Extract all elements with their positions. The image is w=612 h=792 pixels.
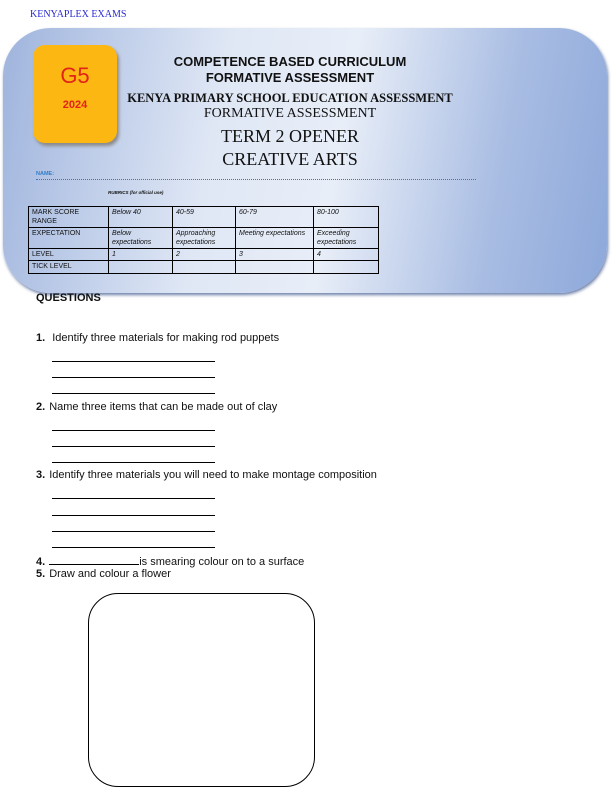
question-2 xyxy=(36,401,277,413)
rubric-row-label: EXPECTATION xyxy=(29,228,109,249)
rubric-row xyxy=(29,207,379,228)
title-line: KENYA PRIMARY SCHOOL EDUCATION ASSESSMENT xyxy=(127,91,453,105)
rubric-cell: 1 xyxy=(109,249,173,261)
question-text: Name three items that can be made out of clay xyxy=(49,401,278,413)
question-number: 5. xyxy=(36,568,46,580)
year-label: 2024 xyxy=(62,99,88,111)
rubric-cell: Below expectations xyxy=(109,228,173,249)
rubric-row xyxy=(29,249,379,261)
rubric-row xyxy=(29,228,379,249)
answer-line[interactable] xyxy=(52,361,215,362)
rubric-cell[interactable] xyxy=(173,261,236,273)
question-number: 4. xyxy=(36,556,46,568)
rubric-cell[interactable] xyxy=(109,261,173,273)
rubric-cell: 80-100 xyxy=(314,207,379,228)
drawing-box[interactable] xyxy=(88,593,315,787)
title-line: FORMATIVE ASSESSMENT xyxy=(203,106,377,121)
answer-line[interactable] xyxy=(52,531,215,532)
answer-line[interactable] xyxy=(52,393,215,394)
grade-label: G5 xyxy=(60,63,90,88)
answer-line[interactable] xyxy=(52,446,215,447)
rubric-row-label: TICK LEVEL xyxy=(29,261,109,273)
answer-line[interactable] xyxy=(52,547,215,548)
rubric-cell: 3 xyxy=(236,249,314,261)
rubric-cell[interactable] xyxy=(314,261,379,273)
question-text: Draw and colour a flower xyxy=(49,568,171,580)
rubric-cell: Approaching expectations xyxy=(173,228,236,249)
rubric-cell[interactable] xyxy=(236,261,314,273)
title-line: FORMATIVE ASSESSMENT xyxy=(205,70,375,85)
question-4 xyxy=(36,554,304,568)
rubric-cell: Below 40 xyxy=(109,207,173,228)
rubric-cell: 60-79 xyxy=(236,207,314,228)
rubric-row xyxy=(29,261,379,273)
question-text: is smearing colour on to a surface xyxy=(139,556,305,568)
term-title: TERM 2 OPENER xyxy=(220,126,359,146)
rubric-cell: Meeting expectations xyxy=(236,228,314,249)
name-field[interactable]: NAME: xyxy=(36,171,476,180)
question-number: 2. xyxy=(36,401,46,413)
questions-heading: QUESTIONS xyxy=(36,292,101,304)
question-number: 1. xyxy=(36,332,46,344)
rubric-cell: 2 xyxy=(173,249,236,261)
question-3 xyxy=(36,469,377,481)
answer-line[interactable] xyxy=(52,430,215,431)
rubric-table xyxy=(28,206,379,274)
brand-header: KENYAPLEX EXAMS xyxy=(30,9,127,20)
question-text: Identify three materials for making rod puppets xyxy=(52,332,280,344)
rubric-row-label: LEVEL xyxy=(29,249,109,261)
answer-line[interactable] xyxy=(52,377,215,378)
rubric-row-label: MARK SCORE RANGE xyxy=(29,207,109,228)
answer-line[interactable] xyxy=(52,498,215,499)
answer-blank[interactable] xyxy=(49,554,139,565)
rubrics-label: RUBRICS (for official use) xyxy=(108,190,164,195)
answer-line[interactable] xyxy=(52,462,215,463)
question-text: Identify three materials you will need to make montage composition xyxy=(49,469,377,481)
rubric-cell: 40-59 xyxy=(173,207,236,228)
answer-line[interactable] xyxy=(52,515,215,516)
rubric-cell: Exceeding expectations xyxy=(314,228,379,249)
subject-title: CREATIVE ARTS xyxy=(222,149,358,169)
question-1 xyxy=(36,332,279,344)
rubric-cell: 4 xyxy=(314,249,379,261)
question-number: 3. xyxy=(36,469,46,481)
question-5 xyxy=(36,568,171,580)
title-line: COMPETENCE BASED CURRICULUM xyxy=(173,54,407,69)
